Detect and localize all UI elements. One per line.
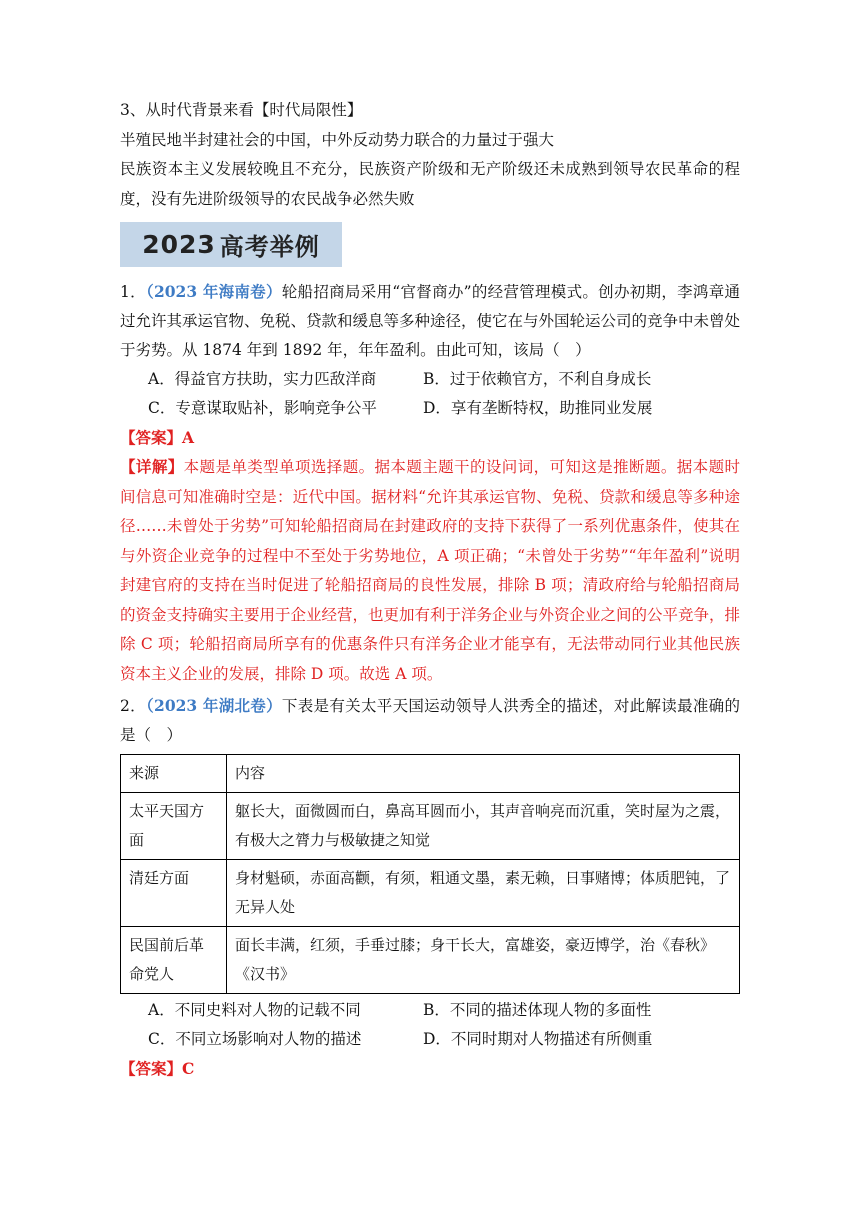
table-cell-source: 民国前后革命党人 bbox=[121, 927, 227, 994]
question-stem: 轮船招商局采用“官督商办”的经营管理模式。创办初期，李鸿章通过允许其承运官物、免税、贷款和缓息等多种途径，使它在与外国轮运公司的竞争中未曾处于劣势。从 1874 年到 1892 年，年年盈利。由此可知，该局（ ） bbox=[120, 283, 741, 359]
answer-2 bbox=[120, 1054, 740, 1083]
table-cell-content: 身材魁硕，赤面高颧，有须，粗通文墨，素无赖，日事赌博；体质肥钝，了无异人处 bbox=[227, 860, 740, 927]
option-b: B．过于依赖官方，不利自身成长 bbox=[423, 370, 652, 388]
question-1 bbox=[120, 277, 740, 365]
question-number: 1． bbox=[120, 283, 146, 301]
detail-text: 本题是单类型单项选择题。据本题主题干的设问词，可知这是推断题。据本题时间信息可知准确时空是：近代中国。据材料“允许其承运官物、免税、贷款和缓息等多种途径……未曾处于劣势”可知轮船招商局在封建政府的支持下获得了一系列优惠条件，使其在与外资企业竞争的过程中不至处于劣势地位，A 项正确；“未曾处于劣势”“年年盈利”说明封建官府的支持在当时促进了轮船招商局的良性发展，排除 B 项；清政府给与轮船招商局的资金支持确实主要用于企业经营，也更加有利于洋务企业与外资企业之间的公平竞争，排除 C 项；轮船招商局所享有的优惠条件只有洋务企业才能享有，无法带动同行业其他民族资本主义企业的发展，排除 D 项。故选 A 项。 bbox=[120, 458, 741, 683]
answer-1 bbox=[120, 423, 740, 452]
table-header: 来源 bbox=[121, 755, 227, 793]
option-a: A．得益官方扶助，实力匹敌洋商 bbox=[148, 370, 377, 388]
option-d: D．享有垄断特权，助推同业发展 bbox=[423, 399, 653, 417]
question-stem: 下表是有关太平天国运动领导人洪秀全的描述，对此解读最准确的是（ ） bbox=[120, 697, 740, 744]
table-row bbox=[121, 793, 740, 860]
table-header-row bbox=[121, 755, 740, 793]
question-source: （2023 年湖北卷） bbox=[145, 696, 282, 715]
option-a: A．不同史料对人物的记载不同 bbox=[148, 1001, 361, 1019]
detail-1 bbox=[120, 452, 740, 689]
table-cell-content: 面长丰满，红须，手垂过膝；身干长大，富雄姿，豪迈博学，治《春秋》《汉书》 bbox=[227, 927, 740, 994]
answer-value: A bbox=[182, 428, 195, 447]
answer-label: 【答案】 bbox=[120, 428, 183, 447]
exam-banner bbox=[120, 222, 342, 267]
table-row bbox=[121, 860, 740, 927]
table-cell-source: 太平天国方面 bbox=[121, 793, 227, 860]
source-table bbox=[120, 754, 740, 994]
section-line-1: 半殖民地半封建社会的中国，中外反动势力联合的力量过于强大 bbox=[120, 130, 555, 149]
table-row bbox=[121, 927, 740, 994]
section-heading: 3、从时代背景来看【时代局限性】 bbox=[120, 101, 363, 119]
table-header: 内容 bbox=[227, 755, 740, 793]
table-cell-content: 躯长大，面微圆而白，鼻高耳圆而小，其声音响亮而沉重，笑时屋为之震，有极大之膂力与极敏捷之知觉 bbox=[227, 793, 740, 860]
banner-title: 高考举例 bbox=[219, 232, 320, 261]
banner-year: 2023 bbox=[142, 230, 216, 259]
option-c: C．不同立场影响对人物的描述 bbox=[148, 1030, 362, 1048]
answer-value: C bbox=[182, 1059, 195, 1078]
question-2 bbox=[120, 691, 740, 750]
question-1-options bbox=[120, 365, 740, 423]
option-c: C．专意谋取贴补，影响竞争公平 bbox=[148, 399, 377, 417]
detail-label: 【详解】 bbox=[120, 457, 184, 476]
document-page bbox=[120, 96, 740, 1083]
option-b: B．不同的描述体现人物的多面性 bbox=[423, 1001, 652, 1019]
question-2-options bbox=[120, 996, 740, 1054]
question-number: 2． bbox=[120, 697, 146, 715]
question-source: （2023 年海南卷） bbox=[145, 282, 282, 301]
section-line-2: 民族资本主义发展较晚且不充分，民族资产阶级和无产阶级还未成熟到领导农民革命的程度，没有先进阶级领导的农民战争必然失败 bbox=[120, 160, 740, 208]
option-d: D．不同时期对人物描述有所侧重 bbox=[423, 1030, 653, 1048]
table-cell-source: 清廷方面 bbox=[121, 860, 227, 927]
answer-label: 【答案】 bbox=[120, 1059, 183, 1078]
